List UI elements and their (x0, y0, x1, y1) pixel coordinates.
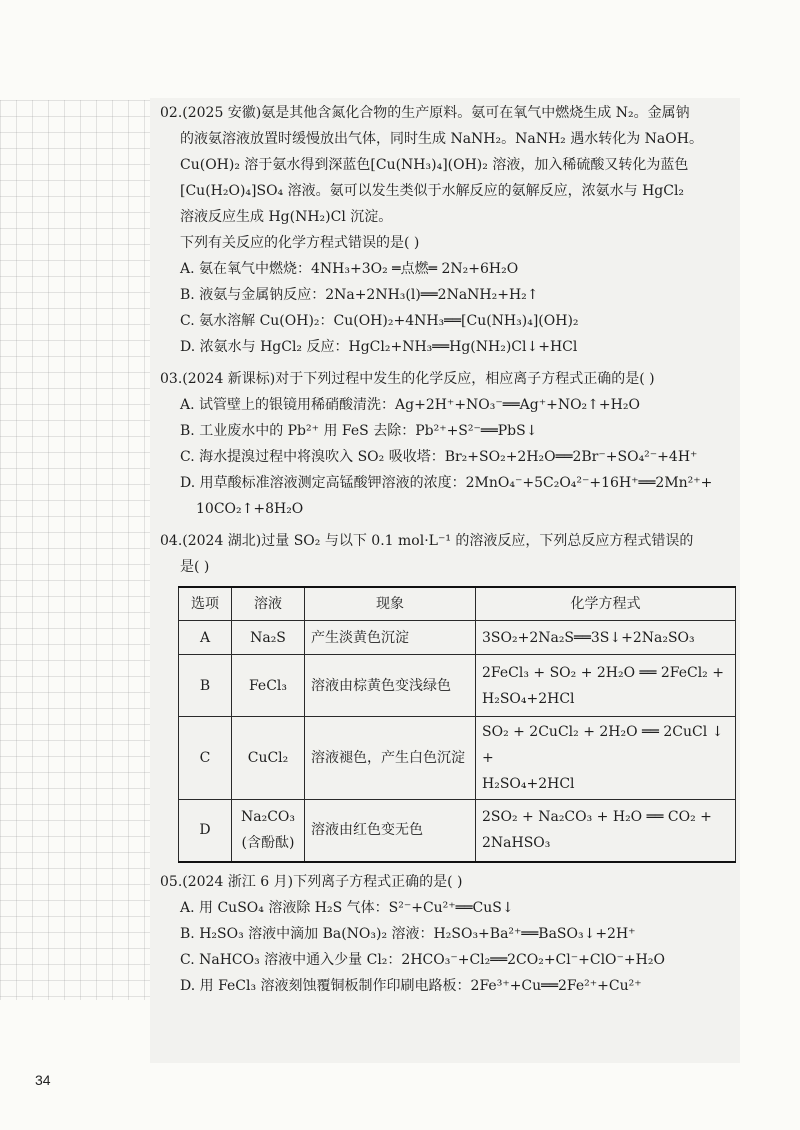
table-header-solution: 溶液 (232, 587, 305, 621)
table-row (179, 655, 736, 717)
table-row (179, 621, 736, 655)
q02-option-d: D. 浓氨水与 HgCl₂ 反应：HgCl₂+NH₃══Hg(NH₂)Cl↓+HCl (180, 339, 578, 355)
table-row (179, 800, 736, 862)
question-04 (160, 528, 730, 863)
q02-stem-line: 溶液反应生成 Hg(NH₂)Cl 沉淀。 (180, 209, 393, 225)
q02-option-c: C. 氨水溶解 Cu(OH)₂：Cu(OH)₂+4NH₃══[Cu(NH₃)₄](OH)₂ (180, 313, 579, 329)
question-content (160, 100, 730, 999)
table-row (179, 717, 736, 800)
equation-line: SO₂ + 2CuCl₂ + 2H₂O ══ 2CuCl ↓ + (482, 724, 724, 766)
q05-stem: 05.(2024 浙江 6 月)下列离子方程式正确的是( ) (160, 873, 463, 890)
q02-option-a: A. 氨在氧气中燃烧：4NH₃+3O₂ ═点燃═ 2N₂+6H₂O (180, 261, 519, 277)
cell-equation (476, 800, 736, 862)
cell-equation (476, 655, 736, 717)
q02-stem-line: 的液氨溶液放置时缓慢放出气体，同时生成 NaNH₂。NaNH₂ 遇水转化为 NaOH。 (180, 131, 703, 147)
question-03 (160, 366, 730, 522)
question-02 (160, 100, 730, 360)
q03-option-d: D. 用草酸标准溶液测定高锰酸钾溶液的浓度：2MnO₄⁻+5C₂O₄²⁻+16H⁺══2Mn²⁺+ (180, 475, 713, 491)
q05-option-d: D. 用 FeCl₃ 溶液刻蚀覆铜板制作印刷电路板：2Fe³⁺+Cu══2Fe²⁺+Cu²⁺ (180, 977, 642, 994)
q04-table (178, 586, 736, 863)
cell-option: C (179, 717, 232, 800)
q04-stem-line: 是( ) (180, 559, 210, 575)
table-header-phenomenon: 现象 (305, 587, 476, 621)
table-header-option: 选项 (179, 587, 232, 621)
solution-note: (含酚酞) (241, 835, 295, 852)
table-header-equation: 化学方程式 (476, 587, 736, 621)
equation-line: 2FeCl₃ + SO₂ + 2H₂O ══ 2FeCl₂ + (482, 664, 724, 681)
cell-option: D (179, 800, 232, 862)
equation-line: 3SO₂+2Na₂S══3S↓+2Na₂SO₃ (482, 629, 695, 646)
q05-option-b: B. H₂SO₃ 溶液中滴加 Ba(NO₃)₂ 溶液：H₂SO₃+Ba²⁺══BaSO₃↓+2H⁺ (180, 925, 636, 942)
question-05 (160, 869, 730, 999)
cell-solution (232, 800, 305, 862)
margin-grid (0, 100, 150, 1000)
cell-solution: FeCl₃ (232, 655, 305, 717)
q03-option-a: A. 试管壁上的银镜用稀硝酸清洗：Ag+2H⁺+NO₃⁻══Ag⁺+NO₂↑+H₂O (180, 397, 640, 413)
cell-phenomenon: 溶液由棕黄色变浅绿色 (305, 655, 476, 717)
equation-line: 2SO₂ + Na₂CO₃ + H₂O ══ CO₂ + (482, 809, 712, 826)
cell-option: A (179, 621, 232, 655)
cell-option: B (179, 655, 232, 717)
page-number: 34 (35, 1072, 51, 1088)
q05-option-c: C. NaHCO₃ 溶液中通入少量 Cl₂：2HCO₃⁻+Cl₂══2CO₂+Cl⁻+ClO⁻+H₂O (180, 951, 665, 968)
q03-stem: 03.(2024 新课标)对于下列过程中发生的化学反应，相应离子方程式正确的是( ) (160, 371, 655, 387)
q03-option-d-continued: 10CO₂↑+8H₂O (196, 501, 304, 517)
cell-phenomenon: 产生淡黄色沉淀 (305, 621, 476, 655)
cell-solution: CuCl₂ (232, 717, 305, 800)
q04-stem-line: 04.(2024 湖北)过量 SO₂ 与以下 0.1 mol·L⁻¹ 的溶液反应，下列总反应方程式错误的 (160, 533, 694, 549)
solution-line: Na₂CO₃ (240, 809, 295, 826)
q02-stem-line: Cu(OH)₂ 溶于氨水得到深蓝色[Cu(NH₃)₄](OH)₂ 溶液，加入稀硫酸又转化为蓝色 (180, 157, 689, 173)
cell-phenomenon: 溶液褪色，产生白色沉淀 (305, 717, 476, 800)
q05-option-a: A. 用 CuSO₄ 溶液除 H₂S 气体：S²⁻+Cu²⁺══CuS↓ (180, 899, 514, 916)
cell-equation (476, 717, 736, 800)
cell-solution: Na₂S (232, 621, 305, 655)
equation-line: 2NaHSO₃ (482, 835, 551, 852)
cell-equation (476, 621, 736, 655)
equation-line: H₂SO₄+2HCl (482, 690, 575, 707)
q03-option-b: B. 工业废水中的 Pb²⁺ 用 FeS 去除：Pb²⁺+S²⁻══PbS↓ (180, 423, 538, 439)
q02-option-b: B. 液氨与金属钠反应：2Na+2NH₃(l)══2NaNH₂+H₂↑ (180, 287, 539, 303)
cell-phenomenon: 溶液由红色变无色 (305, 800, 476, 862)
q02-prompt: 下列有关反应的化学方程式错误的是( ) (180, 235, 420, 251)
q03-option-c: C. 海水提溴过程中将溴吹入 SO₂ 吸收塔：Br₂+SO₂+2H₂O══2Br⁻+SO₄²⁻+4H⁺ (180, 449, 698, 465)
q02-stem-line: 02.(2025 安徽)氨是其他含氮化合物的生产原料。氨可在氧气中燃烧生成 N₂。金属钠 (160, 105, 690, 121)
q02-stem-line: [Cu(H₂O)₄]SO₄ 溶液。氨可以发生类似于水解反应的氨解反应，浓氨水与 HgCl₂ (180, 183, 685, 199)
equation-line: H₂SO₄+2HCl (482, 776, 575, 792)
